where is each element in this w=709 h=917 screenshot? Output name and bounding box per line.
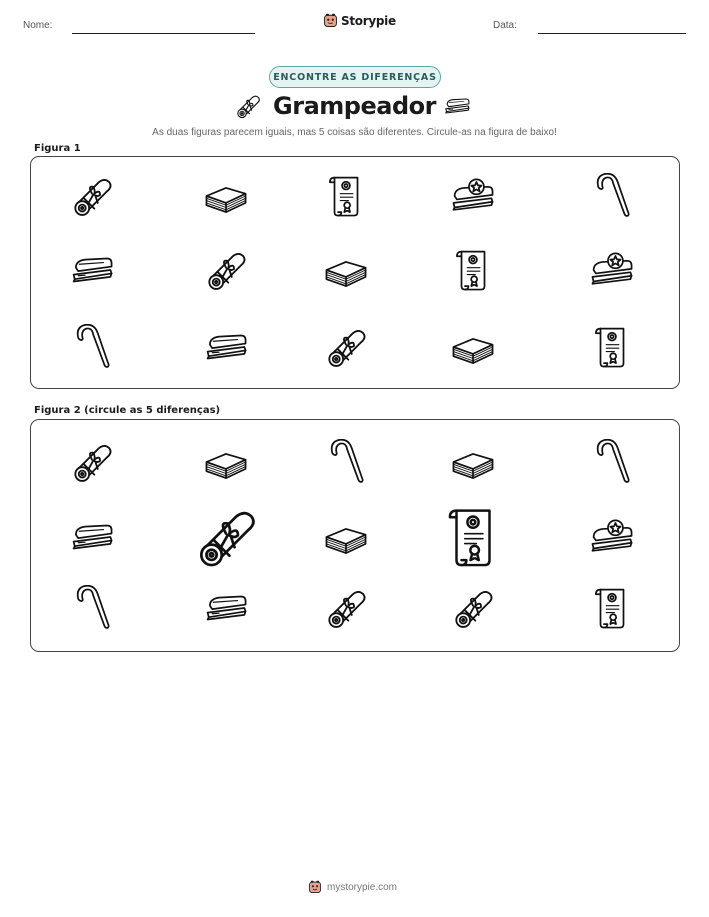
storypie-mascot-icon <box>323 13 338 28</box>
brand-logo <box>323 13 396 28</box>
cane-icon <box>69 585 115 631</box>
certificate-icon <box>440 504 506 570</box>
certificate-icon <box>323 173 369 219</box>
book-stack-icon <box>323 514 369 560</box>
stapler-badge-icon <box>450 173 496 219</box>
stapler-icon <box>203 324 249 370</box>
book-stack-icon <box>203 439 249 485</box>
activity-badge: ENCONTRE AS DIFERENÇAS <box>269 66 441 88</box>
storypie-mascot-icon <box>308 880 322 894</box>
stapler-icon <box>69 514 115 560</box>
cane-icon <box>69 324 115 370</box>
certificate-icon <box>589 324 635 370</box>
cane-icon <box>589 173 635 219</box>
figure-1-label: Figura 1 <box>34 143 81 154</box>
stapler-icon <box>442 92 472 120</box>
diploma-scroll-icon <box>69 439 115 485</box>
certificate-icon <box>589 585 635 631</box>
stapler-icon <box>203 585 249 631</box>
cane-icon <box>589 439 635 485</box>
book-stack-icon <box>450 324 496 370</box>
book-stack-icon <box>323 247 369 293</box>
stapler-badge-icon <box>589 514 635 560</box>
page-title: Grampeador <box>273 92 436 120</box>
name-field[interactable] <box>72 33 255 34</box>
diploma-scroll-icon <box>450 585 496 631</box>
diploma-scroll-icon <box>192 503 260 571</box>
name-label: Nome: <box>23 20 53 31</box>
diploma-scroll-icon <box>323 585 369 631</box>
book-stack-icon <box>203 173 249 219</box>
certificate-icon <box>450 247 496 293</box>
diploma-scroll-icon <box>323 324 369 370</box>
diploma-scroll-icon <box>203 247 249 293</box>
instructions: As duas figuras parecem iguais, mas 5 coisas são diferentes. Circule-as na figura de baixo! <box>152 127 557 138</box>
footer <box>308 880 397 894</box>
figure-2-label: Figura 2 (circule as 5 diferenças) <box>34 405 221 416</box>
diploma-scroll-icon <box>69 173 115 219</box>
stapler-badge-icon <box>589 247 635 293</box>
cane-icon <box>323 439 369 485</box>
footer-url: mystorypie.com <box>327 881 398 893</box>
date-label: Data: <box>493 20 517 31</box>
date-field[interactable] <box>538 33 686 34</box>
stapler-icon <box>69 247 115 293</box>
brand-name: Storypie <box>341 13 396 28</box>
book-stack-icon <box>450 439 496 485</box>
